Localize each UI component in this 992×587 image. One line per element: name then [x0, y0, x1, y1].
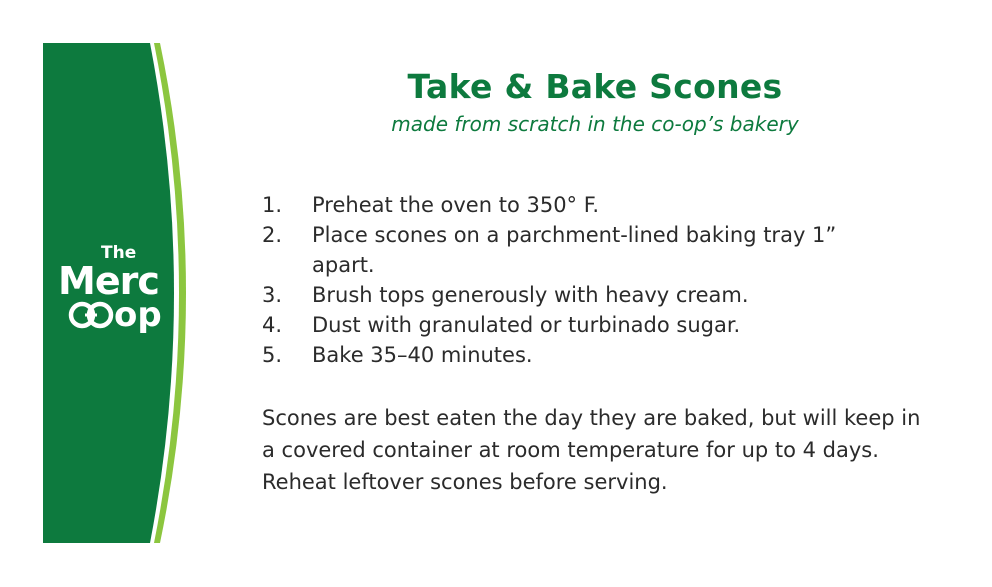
step-text: Brush tops generously with heavy cream.: [312, 283, 749, 307]
logo-merc-text: Merc: [58, 259, 159, 303]
instruction-step: [262, 220, 902, 280]
step-text: Place scones on a parchment-lined baking tray 1” apart.: [312, 223, 837, 277]
recipe-title: Take & Bake Scones: [407, 67, 783, 106]
coop-circles-icon: [68, 300, 114, 330]
instruction-step: [262, 310, 902, 340]
logo-the-text: The: [101, 243, 137, 263]
storage-note: Scones are best eaten the day they are baked, but will keep in a covered container at room temperature for up to 4 days. Reheat leftover scones before serving.: [262, 406, 921, 494]
merc-coop-logo: [58, 243, 178, 335]
logo-op-text: op: [114, 295, 162, 335]
instruction-list: [262, 190, 902, 370]
logo-coop-row: [68, 295, 178, 335]
step-number: 5.: [262, 343, 283, 367]
step-text: Dust with granulated or turbinado sugar.: [312, 313, 741, 337]
step-number: 1.: [262, 193, 283, 217]
step-text: Bake 35–40 minutes.: [312, 343, 533, 367]
instruction-step: [262, 190, 902, 220]
step-number: 3.: [262, 283, 283, 307]
recipe-subtitle: made from scratch in the co-op’s bakery: [391, 112, 799, 136]
step-text: Preheat the oven to 350° F.: [312, 193, 600, 217]
instruction-step: [262, 280, 902, 310]
instruction-step: [262, 340, 902, 370]
step-number: 4.: [262, 313, 283, 337]
step-number: 2.: [262, 223, 283, 247]
